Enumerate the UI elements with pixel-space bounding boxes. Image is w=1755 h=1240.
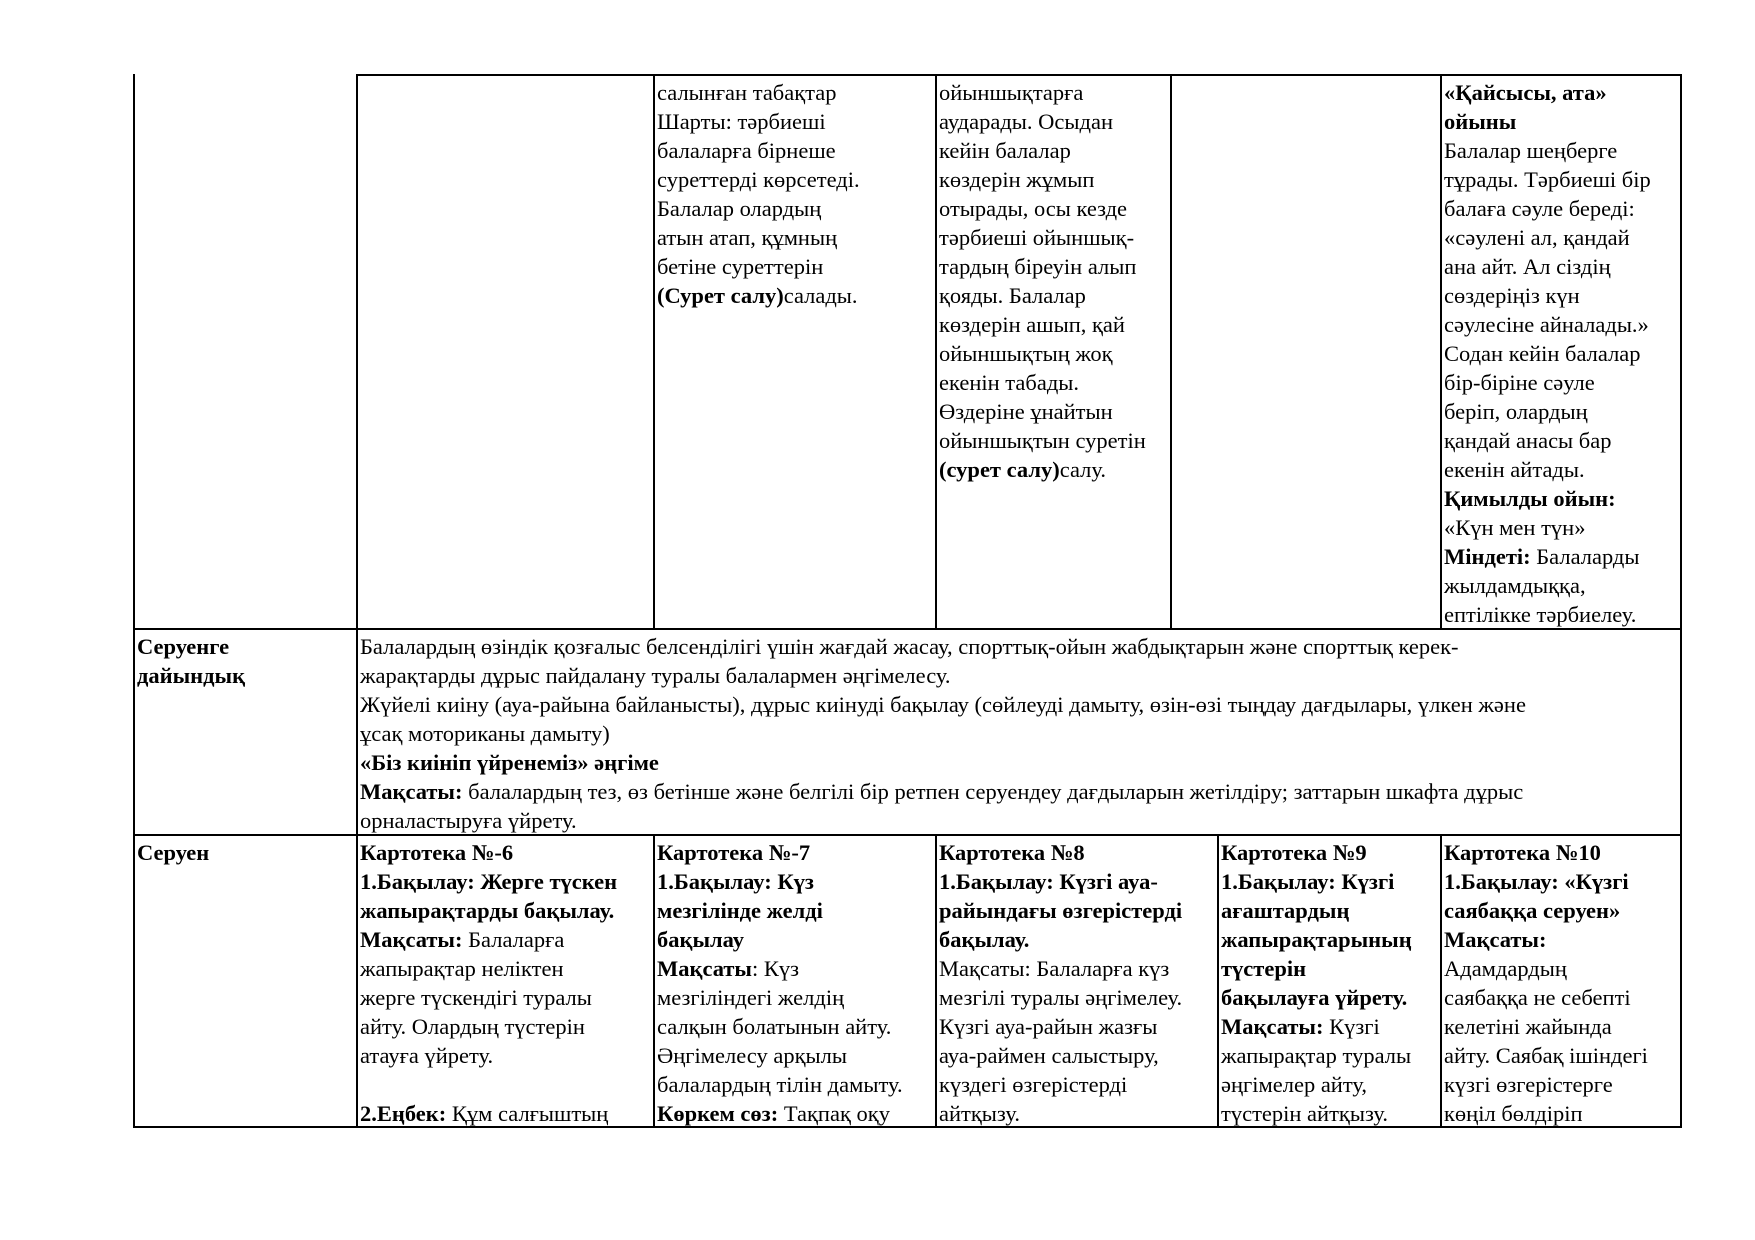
bold-text: түстерін	[1221, 956, 1307, 981]
text-line	[1444, 107, 1651, 136]
text-line	[1444, 281, 1651, 310]
plain-text: Күзгі ауа-райын жазғы	[939, 1014, 1158, 1039]
text-line	[657, 78, 863, 107]
plain-text: балаларға бірнеше	[657, 138, 836, 163]
text-line	[939, 165, 1146, 194]
text-line	[1444, 571, 1651, 600]
text-line	[657, 194, 863, 223]
bold-text: Картотека №10	[1444, 840, 1601, 865]
prep-row-header	[137, 632, 245, 690]
text-line	[657, 1099, 903, 1128]
text-line	[939, 1099, 1182, 1128]
plain-text: салынған табақтар	[657, 80, 837, 105]
plain-text: екенін айтады.	[1444, 457, 1585, 482]
bold-text: «Біз киініп үйренеміз» әңгіме	[360, 750, 659, 775]
text-line	[939, 867, 1182, 896]
text-line	[657, 107, 863, 136]
bold-text: жапырақтарының	[1221, 927, 1412, 952]
plain-text: қояды. Балалар	[939, 283, 1086, 308]
text-line	[1221, 867, 1412, 896]
plain-text: беріп, олардың	[1444, 399, 1588, 424]
bold-text: Мақсаты:	[360, 779, 463, 804]
plain-text: атауға үйрету.	[360, 1043, 494, 1068]
text-line	[1444, 925, 1648, 954]
plain-text: салқын болатынын айту.	[657, 1014, 892, 1039]
text-line	[657, 1041, 903, 1070]
plain-text: Жүйелі киіну (ауа-райына байланысты), дұрыс киінуді бақылау (сөйлеуді дамыту, өзін-өзі тыңдау дағдылары, үлкен және	[360, 692, 1526, 717]
bold-text: 1.Бақылау: Күзгі ауа-	[939, 869, 1158, 894]
table-outer-left	[133, 74, 135, 1128]
plain-text: әңгімелер айту,	[1221, 1072, 1368, 1097]
text-line	[939, 368, 1146, 397]
plain-text: атын атап, құмның	[657, 225, 838, 250]
bold-text: 1.Бақылау: Жерге түскен	[360, 869, 618, 894]
plain-text: Балалар олардың	[657, 196, 822, 221]
plain-text: отырады, осы кезде	[939, 196, 1128, 221]
text-line	[360, 867, 617, 896]
text-line	[360, 1099, 617, 1128]
walk-row-card-7	[657, 838, 903, 1128]
text-line	[657, 252, 863, 281]
text-line	[939, 339, 1146, 368]
text-line	[1444, 1012, 1648, 1041]
text-line	[657, 896, 903, 925]
plain-text: мезгілі туралы әңгімелеу.	[939, 985, 1183, 1010]
bold-text: Мақсаты	[657, 956, 752, 981]
bold-text: Серуен	[137, 840, 210, 865]
col-divider-1	[356, 74, 358, 1128]
text-line	[939, 1070, 1182, 1099]
bold-text: Қимылды ойын:	[1444, 486, 1616, 511]
text-line	[1444, 339, 1651, 368]
bold-text: мезгілінде желді	[657, 898, 823, 923]
text-line	[939, 983, 1182, 1012]
bold-text: 2.Еңбек:	[360, 1101, 447, 1126]
text-line	[360, 632, 1526, 661]
text-line	[939, 1012, 1182, 1041]
text-line	[657, 136, 863, 165]
plain-text: саябаққа не себепті	[1444, 985, 1631, 1010]
bold-text: Картотека №9	[1221, 840, 1367, 865]
text-line	[939, 136, 1146, 165]
text-line	[1444, 484, 1651, 513]
text-line	[657, 983, 903, 1012]
bold-text: Мақсаты:	[1444, 927, 1547, 952]
plain-text: кейін балалар	[939, 138, 1071, 163]
plain-text: Балалар шеңберге	[1444, 138, 1618, 163]
text-line	[1444, 78, 1651, 107]
plain-text: көңіл бөлдіріп	[1444, 1101, 1583, 1126]
bold-text: Картотека №8	[939, 840, 1085, 865]
plain-text: Әңгімелесу арқылы	[657, 1043, 847, 1068]
plain-text: Өздеріне ұнайтын	[939, 399, 1113, 424]
plain-text: тұрады. Тәрбиеші бір	[1444, 167, 1651, 192]
text-line	[1444, 513, 1651, 542]
plain-text: көздерін ашып, қай	[939, 312, 1125, 337]
text-line	[1444, 600, 1651, 629]
bold-text: ағаштардың	[1221, 898, 1350, 923]
col-divider-4a	[1170, 74, 1172, 630]
bold-text: жапырақтарды бақылау.	[360, 898, 615, 923]
plain-text: жылдамдыққа,	[1444, 573, 1586, 598]
text-line	[939, 223, 1146, 252]
text-line	[1444, 310, 1651, 339]
bold-text: (сурет салу)	[939, 457, 1060, 482]
text-line	[657, 838, 903, 867]
col-divider-2a	[653, 74, 655, 630]
plain-text: жарақтарды дұрыс пайдалану туралы балалармен әңгімелесу.	[360, 663, 951, 688]
text-line	[1221, 838, 1412, 867]
walk-row-card-8	[939, 838, 1182, 1128]
plain-text: балалардың тез, өз бетінше және белгілі бір ретпен серуендеу дағдыларын жетілдіру; заттарын шкафта дұрыс	[462, 779, 1524, 804]
plain-text: Балаларды	[1530, 544, 1640, 569]
text-line	[360, 719, 1526, 748]
bold-text: Серуенге	[137, 634, 230, 659]
text-line	[1444, 223, 1651, 252]
plain-text: күздегі өзгерістерді	[939, 1072, 1128, 1097]
plain-text: Балалардың өзіндік қозғалыс белсенділігі үшін жағдай жасау, спорттық-ойын жабдықтарын және спорттық керек-	[360, 634, 1459, 659]
walk-row-card-6	[360, 838, 617, 1128]
text-line	[939, 1041, 1182, 1070]
plain-text: көздерін жұмып	[939, 167, 1095, 192]
text-line	[360, 925, 617, 954]
bold-text: бақылау	[657, 927, 745, 952]
text-line	[1444, 136, 1651, 165]
text-line	[1444, 1070, 1648, 1099]
plain-text: Шарты: тәрбиеші	[657, 109, 826, 134]
plain-text: жерге түскендігі туралы	[360, 985, 592, 1010]
text-line	[360, 690, 1526, 719]
text-line	[1221, 896, 1412, 925]
plain-text: қандай анасы бар	[1444, 428, 1612, 453]
top-row-col3-text	[657, 78, 863, 310]
text-line	[1444, 896, 1648, 925]
bold-text: Көркем сөз:	[657, 1101, 779, 1126]
plain-text: жапырақтар неліктен	[360, 956, 564, 981]
text-line	[1444, 455, 1651, 484]
plain-text: ептілікке тәрбиелеу.	[1444, 602, 1637, 627]
plain-text: Балаларға	[462, 927, 565, 952]
plain-text: айту. Саябақ ішіндегі	[1444, 1043, 1648, 1068]
text-line	[360, 777, 1526, 806]
text-line	[657, 1012, 903, 1041]
text-line	[939, 281, 1146, 310]
text-line	[1444, 1099, 1648, 1128]
plain-text: орналастыруға үйрету.	[360, 808, 577, 833]
table-outer-right	[1680, 74, 1682, 1128]
plain-text: бір-біріне сәуле	[1444, 370, 1595, 395]
text-line	[657, 925, 903, 954]
text-line	[360, 1012, 617, 1041]
plain-text: мезгіліндегі желдің	[657, 985, 845, 1010]
plain-text: тардың біреуін алып	[939, 254, 1137, 279]
text-line	[1444, 194, 1651, 223]
plain-text: айту. Олардың түстерін	[360, 1014, 585, 1039]
text-line	[657, 223, 863, 252]
text-line	[939, 78, 1146, 107]
plain-text: ана айт. Ал сіздің	[1444, 254, 1611, 279]
top-row-col4-text	[939, 78, 1146, 484]
bold-text: 1.Бақылау: Күз	[657, 869, 814, 894]
text-line	[939, 107, 1146, 136]
text-line	[939, 426, 1146, 455]
text-line	[360, 748, 1526, 777]
plain-text: балаға сәуле береді:	[1444, 196, 1635, 221]
bold-text: Картотека №-6	[360, 840, 514, 865]
text-line	[939, 896, 1182, 925]
text-line	[939, 925, 1182, 954]
plain-text: күзгі өзгерістерге	[1444, 1072, 1613, 1097]
text-line	[360, 983, 617, 1012]
text-line	[1444, 983, 1648, 1012]
bold-text: ойыны	[1444, 109, 1517, 134]
plain-text: екенін табады.	[939, 370, 1080, 395]
text-line	[1221, 1070, 1412, 1099]
top-row-col6-text	[1444, 78, 1651, 629]
plain-text: сәулесіне айналады.»	[1444, 312, 1649, 337]
bold-text: 1.Бақылау: «Күзгі	[1444, 869, 1629, 894]
plain-text: салу.	[1059, 457, 1112, 482]
text-line	[939, 455, 1146, 484]
text-line	[1221, 1041, 1412, 1070]
bold-text: Картотека №-7	[657, 840, 811, 865]
text-line	[1444, 165, 1651, 194]
plain-text: Тақпақ оқу	[778, 1101, 890, 1126]
text-line	[657, 165, 863, 194]
text-line	[137, 661, 245, 690]
plain-text: ойыншықтың жоқ	[939, 341, 1113, 366]
walk-row-card-10	[1444, 838, 1648, 1128]
plain-text: ойыншықтын суретін	[939, 428, 1146, 453]
plain-text: балалардың тілін дамыту.	[657, 1072, 903, 1097]
col-divider-5a	[1440, 74, 1442, 630]
text-line	[657, 867, 903, 896]
text-line	[1221, 954, 1412, 983]
bold-text: Мақсаты:	[360, 927, 463, 952]
text-line	[1221, 1099, 1412, 1128]
bold-text: бақылау.	[939, 927, 1030, 952]
plain-text	[360, 1072, 366, 1097]
text-line	[1444, 397, 1651, 426]
text-line	[1444, 368, 1651, 397]
text-line	[360, 954, 617, 983]
text-line	[657, 954, 903, 983]
plain-text: Содан кейін балалар	[1444, 341, 1641, 366]
text-line	[1221, 1012, 1412, 1041]
text-line	[939, 954, 1182, 983]
text-line	[360, 896, 617, 925]
plain-text: «сәулені ал, қандай	[1444, 225, 1630, 250]
bold-text: «Қайсысы, ата»	[1444, 80, 1607, 105]
col-divider-5b	[1440, 834, 1442, 1128]
text-line	[657, 281, 863, 310]
plain-text: бетіне суреттерін	[657, 254, 824, 279]
plain-text: аударады. Осыдан	[939, 109, 1113, 134]
text-line	[939, 310, 1146, 339]
plain-text: айтқызу.	[939, 1101, 1020, 1126]
text-line	[939, 397, 1146, 426]
text-line	[1444, 1041, 1648, 1070]
text-line	[137, 632, 245, 661]
bold-text: 1.Бақылау: Күзгі	[1221, 869, 1395, 894]
text-line	[360, 661, 1526, 690]
text-line	[360, 1070, 617, 1099]
plain-text: ұсақ моториканы дамыту)	[360, 721, 610, 746]
col-divider-3b	[935, 834, 937, 1128]
col-divider-2b	[653, 834, 655, 1128]
plain-text: Күзгі	[1323, 1014, 1380, 1039]
plain-text: ойыншықтарға	[939, 80, 1084, 105]
plain-text: түстерін айтқызу.	[1221, 1101, 1389, 1126]
plain-text: келетіні жайында	[1444, 1014, 1612, 1039]
text-line	[939, 838, 1182, 867]
bold-text: саябаққа серуен»	[1444, 898, 1621, 923]
plain-text: Құм салғыштың	[446, 1101, 609, 1126]
plain-text: Мақсаты: Балаларға күз	[939, 956, 1170, 981]
plain-text: жапырақтар туралы	[1221, 1043, 1412, 1068]
col-divider-3a	[935, 74, 937, 630]
plain-text: тәрбиеші ойыншық-	[939, 225, 1135, 250]
text-line	[939, 194, 1146, 223]
plain-text: суреттерді көрсетеді.	[657, 167, 860, 192]
plain-text: сөздеріңіз күн	[1444, 283, 1580, 308]
plain-text: : Күз	[752, 956, 800, 981]
walk-row-card-9	[1221, 838, 1412, 1128]
text-line	[1444, 426, 1651, 455]
bold-text: Міндеті:	[1444, 544, 1531, 569]
bold-text: дайындық	[137, 663, 246, 688]
text-line	[137, 838, 209, 867]
text-line	[1444, 867, 1648, 896]
text-line	[1444, 252, 1651, 281]
text-line	[1444, 954, 1648, 983]
table-outer-top	[356, 74, 1682, 76]
plain-text: «Күн мен түн»	[1444, 515, 1586, 540]
col-divider-4b	[1217, 834, 1219, 1128]
bold-text: (Сурет салу)	[657, 283, 784, 308]
plain-text: ауа-раймен салыстыру,	[939, 1043, 1159, 1068]
plain-text: салады.	[783, 283, 864, 308]
text-line	[360, 806, 1526, 835]
text-line	[360, 838, 617, 867]
text-line	[360, 1041, 617, 1070]
walk-row-header	[137, 838, 209, 867]
text-line	[657, 1070, 903, 1099]
prep-row-content	[360, 632, 1526, 835]
bold-text: бақылауға үйрету.	[1221, 985, 1408, 1010]
bold-text: Мақсаты:	[1221, 1014, 1324, 1039]
text-line	[1444, 542, 1651, 571]
bold-text: райындағы өзгерістерді	[939, 898, 1183, 923]
text-line	[1444, 838, 1648, 867]
text-line	[1221, 983, 1412, 1012]
plain-text: Адамдардың	[1444, 956, 1567, 981]
text-line	[1221, 925, 1412, 954]
text-line	[939, 252, 1146, 281]
